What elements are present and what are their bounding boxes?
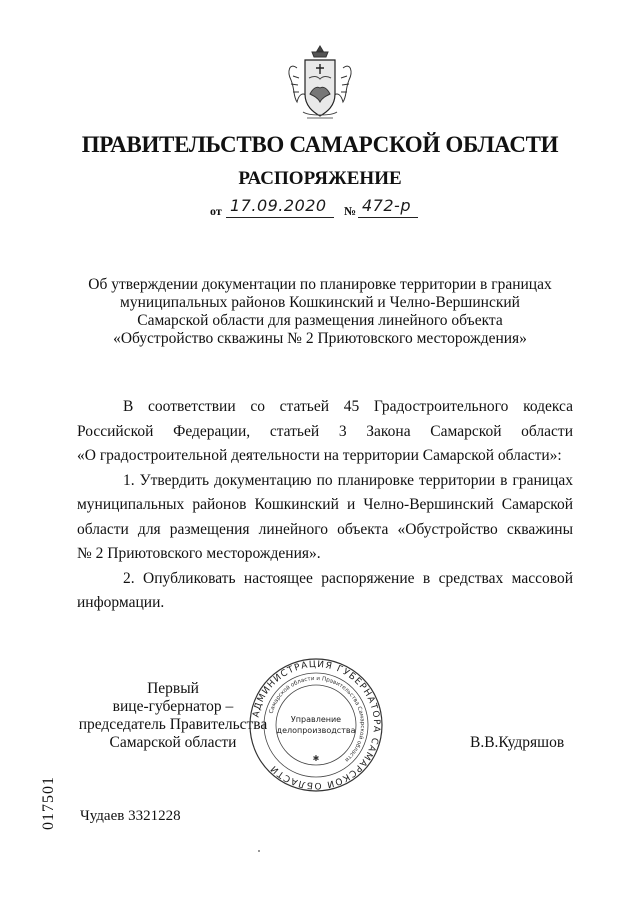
item-2-line: 2. Опубликовать настоящее распоряжение в средствах массовой bbox=[123, 569, 573, 587]
document-subject bbox=[80, 276, 560, 348]
number-underline bbox=[358, 217, 418, 218]
document-type: РАСПОРЯЖЕНИЕ bbox=[238, 168, 402, 189]
subject-line: «Обустройство скважины № 2 Приютовского месторождения» bbox=[113, 330, 527, 347]
item-1-line: области для размещения линейного объекта «Обустройство скважины bbox=[77, 520, 573, 538]
position-line: Первый bbox=[147, 680, 199, 697]
position-line: Самарской области bbox=[109, 734, 237, 751]
signatory-name: В.В.Кудряшов bbox=[470, 734, 565, 751]
item-2-line: информации. bbox=[77, 594, 165, 611]
scan-speck bbox=[258, 850, 260, 852]
preamble-line: «О градостроительной деятельности на территории Самарской области»: bbox=[77, 447, 562, 464]
position-line: вице-губернатор – bbox=[112, 698, 234, 715]
stamp-outer-text: АДМИНИСТРАЦИЯ ГУБЕРНАТОРА САМАРСКОЙ ОБЛАСТИ bbox=[251, 659, 382, 791]
executor-line: Чудаев 3321228 bbox=[80, 808, 181, 824]
date-number-line bbox=[210, 198, 450, 222]
preamble-line: В соответствии со статьей 45 Градостроительного кодекса bbox=[123, 398, 573, 415]
signatory-position bbox=[78, 680, 268, 752]
coat-of-arms-emblem bbox=[283, 42, 357, 124]
organization-title: ПРАВИТЕЛЬСТВО САМАРСКОЙ ОБЛАСТИ bbox=[81, 132, 559, 157]
date-label: от bbox=[210, 204, 222, 218]
subject-line: Самарской области для размещения линейного объекта bbox=[137, 312, 503, 329]
serial-number: 017501 bbox=[40, 776, 57, 830]
number-value: 472-р bbox=[362, 196, 411, 215]
subject-line: муниципальных районов Кошкинский и Челно-Вершинский bbox=[120, 294, 520, 311]
date-underline bbox=[226, 217, 334, 218]
position-line: председатель Правительства bbox=[78, 716, 268, 733]
document-body bbox=[77, 395, 573, 616]
stamp-center-line: Управление bbox=[290, 715, 342, 724]
subject-line: Об утверждении документации по планировке территории в границах bbox=[88, 276, 552, 293]
item-1-line: 1. Утвердить документацию по планировке территории в границах bbox=[123, 471, 573, 489]
stamp-inner-text: Самарской области и Правительства Самарской области bbox=[268, 675, 366, 763]
stamp-center-line: делопроизводства bbox=[276, 726, 356, 735]
star-icon: ✱ bbox=[312, 754, 320, 763]
item-1-line: муниципальных районов Кошкинский и Челно-Вершинский Самарской bbox=[77, 496, 573, 513]
number-label: № bbox=[344, 204, 357, 218]
date-value: 17.09.2020 bbox=[230, 196, 327, 215]
item-1-line: № 2 Приютовского месторождения». bbox=[77, 545, 321, 562]
preamble-line: Российской Федерации, статьей 3 Закона Самарской области bbox=[77, 422, 573, 440]
official-seal-stamp bbox=[246, 655, 386, 795]
